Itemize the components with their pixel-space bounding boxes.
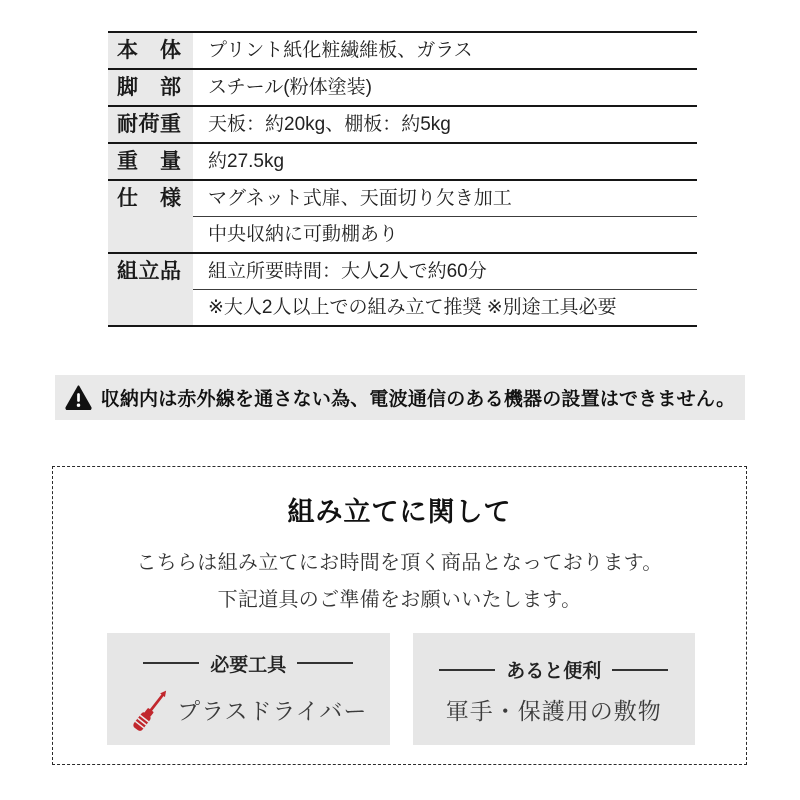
table-row <box>108 252 697 325</box>
warning-banner <box>55 375 745 420</box>
phillips-screwdriver-icon <box>129 687 173 733</box>
assembly-description <box>53 545 746 619</box>
heading-rule-right <box>612 669 668 671</box>
helpful-items-heading: あると便利 <box>439 656 668 683</box>
helpful-item-name: 軍手・保護用の敷物 <box>445 698 662 724</box>
spec-value: マグネット式扉、天面切り欠き加工 <box>208 188 512 209</box>
table-row <box>108 142 697 179</box>
assembly-title: 組み立てに関して <box>287 497 512 527</box>
spec-label: 耐荷重 <box>108 107 193 142</box>
spec-value: スチール(粉体塗装) <box>208 77 372 98</box>
spec-value: ※大人2人以上での組み立て推奨 ※別途工具必要 <box>208 297 617 318</box>
assembly-description-line: こちらは組み立てにお時間を頂く商品となっております。 <box>136 552 663 574</box>
helpful-items-box <box>413 633 696 745</box>
warning-triangle-icon <box>65 385 92 410</box>
warning-text: 収納内は赤外線を通さない為、電波通信のある機器の設置はできません。 <box>100 389 736 410</box>
spec-value: 天板：約20kg、棚板：約5kg <box>208 114 451 135</box>
heading-rule-right <box>297 662 353 664</box>
spec-label: 脚 部 <box>108 70 193 105</box>
required-tools-box <box>107 633 390 745</box>
spec-value: プリント紙化粧繊維板、ガラス <box>208 40 473 61</box>
table-row <box>108 105 697 142</box>
spec-label: 重 量 <box>108 144 193 179</box>
table-row <box>108 68 697 105</box>
table-row <box>108 31 697 68</box>
heading-rule-left <box>143 662 199 664</box>
required-tool-name: プラスドライバー <box>177 698 368 724</box>
spec-value: 中央収納に可動棚あり <box>208 224 399 245</box>
spec-label: 組立品 <box>108 254 193 325</box>
spec-value: 組立所要時間：大人2人で約60分 <box>208 261 487 282</box>
spec-label: 仕 様 <box>108 181 193 252</box>
assembly-note-box <box>52 466 747 765</box>
spec-label: 本 体 <box>108 33 193 68</box>
spec-table <box>108 31 697 327</box>
assembly-description-line: 下記道具のご準備をお願いいたします。 <box>217 589 582 611</box>
heading-rule-left <box>439 669 495 671</box>
spec-value: 約27.5kg <box>208 151 285 172</box>
tool-boxes <box>107 633 695 745</box>
required-tools-heading: 必要工具 <box>143 650 353 677</box>
table-row <box>108 179 697 252</box>
